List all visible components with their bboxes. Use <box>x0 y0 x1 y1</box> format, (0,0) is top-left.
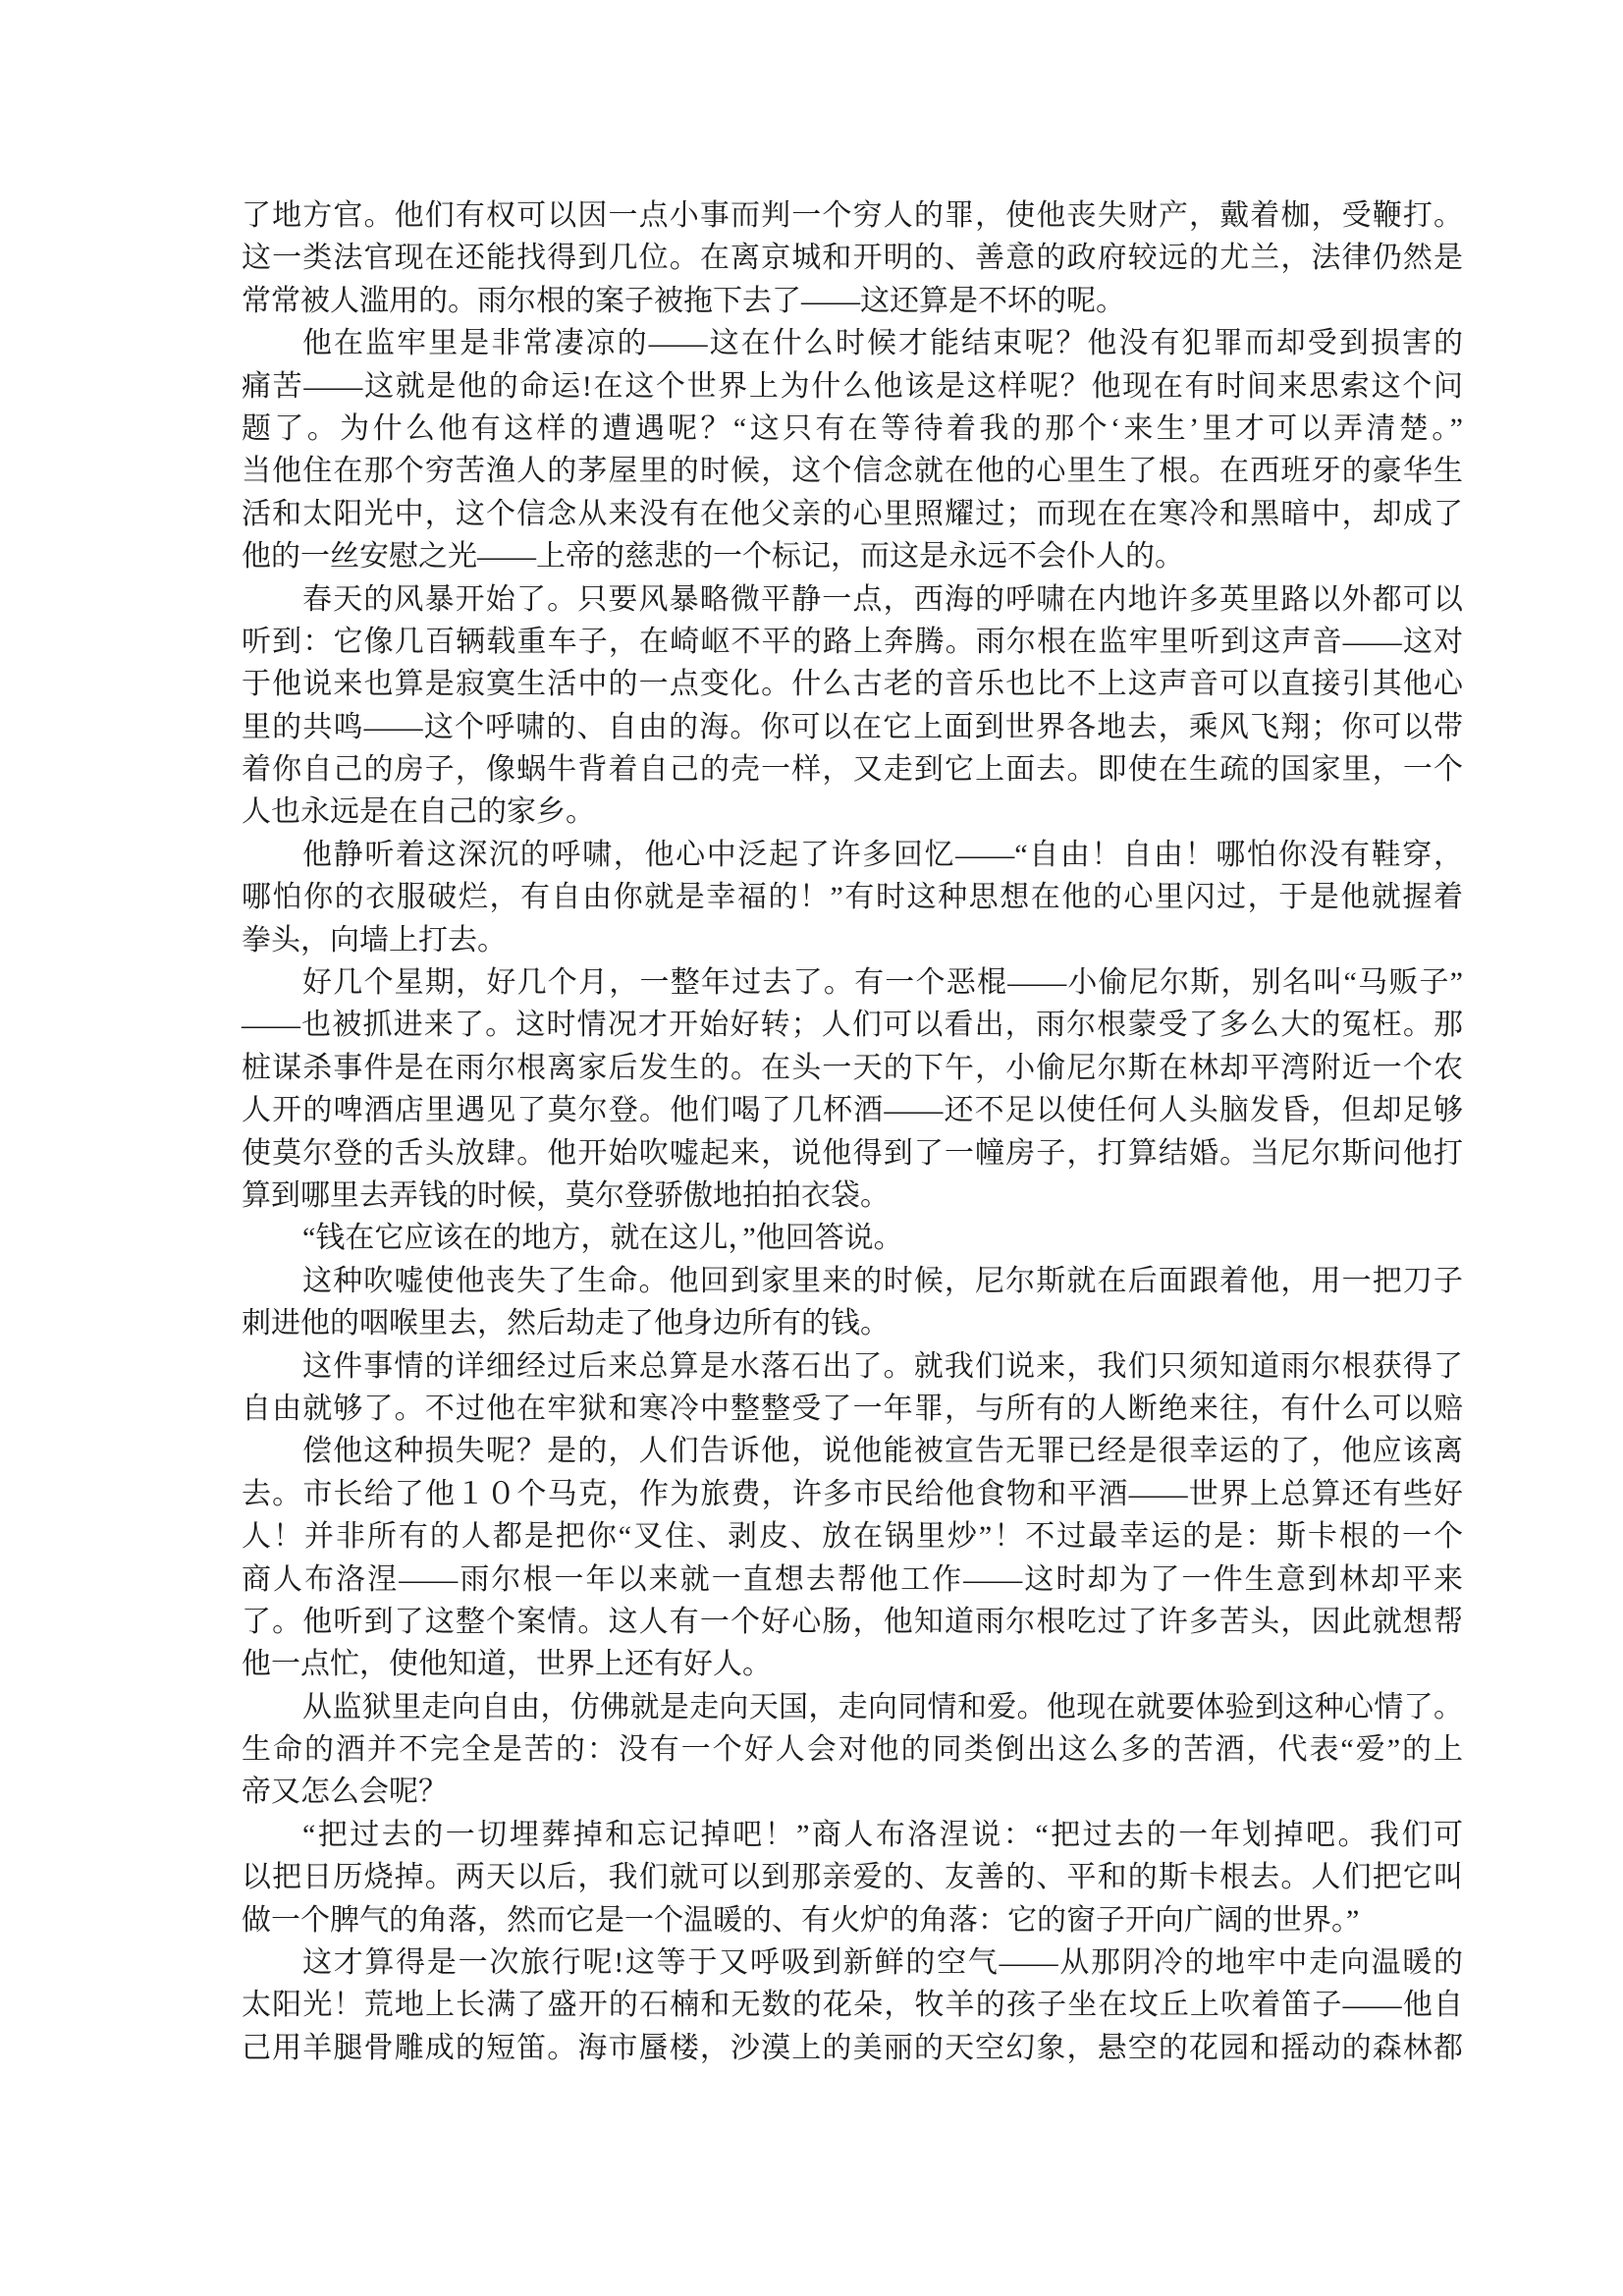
text-line: 于他说来也算是寂寞生活中的一点变化。什么古老的音乐也比不上这声音可以直接引其他心 <box>242 668 1463 701</box>
text-line: 这件事情的详细经过后来总算是水落石出了。就我们说来，我们只须知道雨尔根获得了 <box>302 1349 1463 1383</box>
text-line: 人开的啤酒店里遇见了莫尔登。他们喝了几杯酒——还不足以使任何人头脑发昏，但却足够 <box>242 1094 1463 1127</box>
text-line: 帝又怎么会呢？ <box>242 1776 448 1809</box>
text-line: 人也永远是在自己的家乡。 <box>242 795 595 829</box>
text-line: “钱在它应该在的地方，就在这儿，”他回答说。 <box>302 1222 903 1255</box>
text-line: 生命的酒并不完全是苦的：没有一个好人会对他的同类倒出这么多的苦酒，代表“爱”的上 <box>242 1733 1463 1767</box>
text-line: 他在监牢里是非常凄凉的——这在什么时候才能结束呢？他没有犯罪而却受到损害的 <box>302 327 1463 360</box>
text-block <box>242 194 1463 2069</box>
text-line: 好几个星期，好几个月，一整年过去了。有一个恶棍——小偷尼尔斯，别名叫“马贩子” <box>302 966 1463 1000</box>
text-line: 活和太阳光中，这个信念从来没有在他父亲的心里照耀过；而现在在寒冷和黑暗中，却成了 <box>242 497 1463 530</box>
text-line: 从监狱里走向自由，仿佛就是走向天国，走向同情和爱。他现在就要体验到这种心情了。 <box>302 1690 1463 1723</box>
text-line: 太阳光！荒地上长满了盛开的石楠和无数的花朵，牧羊的孩子坐在坟丘上吹着笛子——他自 <box>242 1989 1463 2022</box>
text-line: 哪怕你的衣服破烂，有自由你就是幸福的！”有时这种思想在他的心里闪过，于是他就握着 <box>242 881 1463 914</box>
text-line: 题了。为什么他有这样的遭遇呢？“这只有在等待着我的那个‘来生’里才可以弄清楚。” <box>242 411 1463 445</box>
text-line: 拳头，向墙上打去。 <box>242 923 507 957</box>
text-line: 这种吹嘘使他丧失了生命。他回到家里来的时候，尼尔斯就在后面跟着他，用一把刀子 <box>302 1264 1463 1297</box>
text-line: 着你自己的房子，像蜗牛背着自己的壳一样，又走到它上面去。即使在生疏的国家里，一个 <box>242 753 1463 787</box>
text-line: 己用羊腿骨雕成的短笛。海市蜃楼，沙漠上的美丽的天空幻象，悬空的花园和摇动的森林都 <box>242 2031 1463 2064</box>
text-line: 刺进他的咽喉里去，然后劫走了他身边所有的钱。 <box>242 1307 890 1340</box>
text-line: 商人布洛涅——雨尔根一年以来就一直想去帮他工作——这时却为了一件生意到林却平来 <box>242 1562 1463 1596</box>
text-line: 自由就够了。不过他在牢狱和寒冷中整整受了一年罪，与所有的人断绝来往，有什么可以赔 <box>242 1392 1463 1425</box>
text-line: 了。他听到了这整个案情。这人有一个好心肠，他知道雨尔根吃过了许多苦头，因此就想帮 <box>242 1605 1463 1638</box>
text-line: 他的一丝安慰之光——上帝的慈悲的一个标记，而这是永远不会仆人的。 <box>242 540 1184 574</box>
text-line: 以把日历烧掉。两天以后，我们就可以到那亲爱的、友善的、平和的斯卡根去。人们把它叫 <box>242 1861 1463 1894</box>
text-line: 算到哪里去弄钱的时候，莫尔登骄傲地拍拍衣袋。 <box>242 1178 890 1212</box>
text-line: 这一类法官现在还能找得到几位。在离京城和开明的、善意的政府较远的尤兰，法律仍然是 <box>242 242 1463 275</box>
text-line: 常常被人滥用的。雨尔根的案子被拖下去了——这还算是不坏的呢。 <box>242 284 1125 317</box>
text-line: 了地方官。他们有权可以因一点小事而判一个穷人的罪，使他丧失财产，戴着枷，受鞭打。 <box>242 199 1463 232</box>
text-line: 这才算得是一次旅行呢!这等于又呼吸到新鲜的空气——从那阴冷的地牢中走向温暖的 <box>302 1946 1463 1980</box>
text-line: 偿他这种损失呢？是的，人们告诉他，说他能被宣告无罪已经是很幸运的了，他应该离 <box>302 1435 1463 1468</box>
text-line: “把过去的一切埋葬掉和忘记掉吧！”商人布洛涅说：“把过去的一年划掉吧。我们可 <box>302 1818 1463 1851</box>
text-line: ——也被抓进来了。这时情况才开始好转；人们可以看出，雨尔根蒙受了多么大的冤枉。那 <box>242 1009 1463 1042</box>
text-line: 桩谋杀事件是在雨尔根离家后发生的。在头一天的下午，小偷尼尔斯在林却平湾附近一个农 <box>242 1051 1463 1084</box>
text-line: 做一个脾气的角落，然而它是一个温暖的、有火炉的角落：它的窗子开向广阔的世界。” <box>242 1903 1360 1937</box>
text-line: 去。市长给了他１０个马克，作为旅费，许多市民给他食物和平酒——世界上总算还有些好 <box>242 1477 1463 1510</box>
text-line: 人！并非所有的人都是把你“叉住、剥皮、放在锅里炒”！不过最幸运的是：斯卡根的一个 <box>242 1520 1463 1554</box>
text-line: 他静听着这深沉的呼啸，他心中泛起了许多回忆——“自由！自由！哪怕你没有鞋穿， <box>302 838 1463 871</box>
text-line: 春天的风暴开始了。只要风暴略微平静一点，西海的呼啸在内地许多英里路以外都可以 <box>302 582 1463 616</box>
text-line: 他一点忙，使他知道，世界上还有好人。 <box>242 1648 772 1681</box>
text-line: 当他住在那个穷苦渔人的茅屋里的时候，这个信念就在他的心里生了根。在西班牙的豪华生 <box>242 455 1463 488</box>
text-line: 使莫尔登的舌头放肆。他开始吹嘘起来，说他得到了一幢房子，打算结婚。当尼尔斯问他打 <box>242 1136 1463 1170</box>
text-line: 听到：它像几百辆载重车子，在崎岖不平的路上奔腾。雨尔根在监牢里听到这声音——这对 <box>242 625 1463 658</box>
text-line: 痛苦——这就是他的命运!在这个世界上为什么他该是这样呢？他现在有时间来思索这个问 <box>242 369 1463 403</box>
text-line: 里的共鸣——这个呼啸的、自由的海。你可以在它上面到世界各地去，乘风飞翔；你可以带 <box>242 710 1463 743</box>
